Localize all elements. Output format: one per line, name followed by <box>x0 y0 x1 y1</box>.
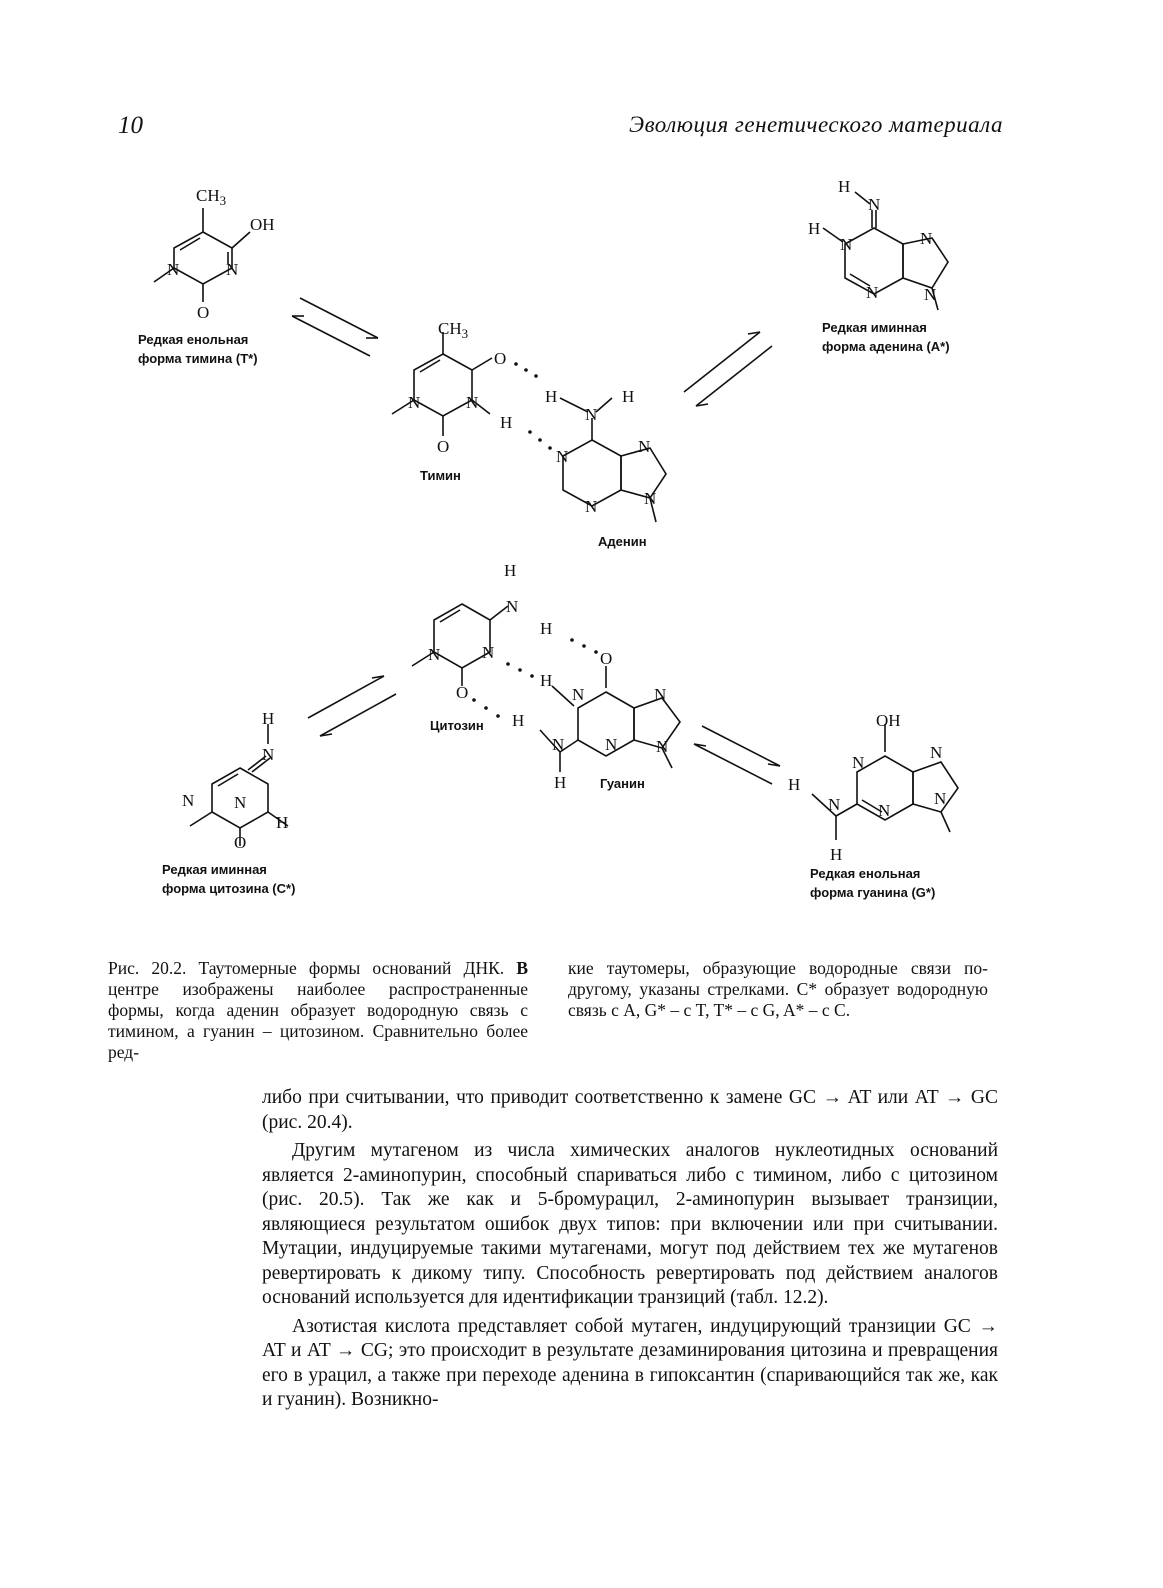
svg-text:N: N <box>644 489 657 508</box>
svg-text:N: N <box>234 793 247 812</box>
page-number: 10 <box>118 112 143 139</box>
structure-cytosine-imino <box>190 724 288 846</box>
caption-right-text: кие таутомеры, образующие водородные связи по-другому, указаны стрелками. C* образует водородную связь с A, G* – с T, T* – с G, A* – с C. <box>568 958 988 1020</box>
svg-text:N: N <box>182 791 195 810</box>
svg-text:H: H <box>554 773 567 792</box>
label-cytosine-imino: Редкая иминная форма цитозина (C*) <box>162 862 296 896</box>
svg-text:N: N <box>506 597 519 616</box>
svg-text:H: H <box>540 619 553 638</box>
label-cytosine: Цитозин <box>430 718 484 733</box>
svg-text:N: N <box>924 285 937 304</box>
svg-text:CH3: $CH_3$ <box>438 319 469 341</box>
svg-text:OH: OH <box>250 215 275 234</box>
svg-text:H: H <box>838 177 851 196</box>
equilibrium-arrow-tl <box>292 298 378 356</box>
svg-text:N: N <box>585 405 598 424</box>
svg-text:N: N <box>656 737 669 756</box>
structure-thymine <box>392 332 492 436</box>
structure-thymine-enol <box>154 208 250 302</box>
caption-left-rest: центре изображены наиболее распространенные формы, когда аденин образует водородную связь с тимином, а гуанин – цитозином. Сравнительно более ред- <box>108 979 528 1062</box>
svg-text:N: N <box>466 393 479 412</box>
svg-text:H: H <box>262 709 275 728</box>
svg-text:O: O <box>197 303 210 322</box>
equilibrium-arrow-mr <box>694 726 780 784</box>
label-guanine: Гуанин <box>600 776 645 791</box>
svg-text:N: N <box>605 735 618 754</box>
svg-text:O: O <box>456 683 469 702</box>
svg-text:N: N <box>828 795 841 814</box>
svg-text:H: H <box>276 813 289 832</box>
svg-text:N: N <box>408 393 421 412</box>
svg-text:N: N <box>920 229 933 248</box>
svg-text:O: O <box>494 349 507 368</box>
svg-text:H: H <box>788 775 801 794</box>
svg-text:H: H <box>512 711 525 730</box>
svg-text:N: N <box>866 283 879 302</box>
svg-text:N: N <box>262 745 275 764</box>
svg-text:O: O <box>234 833 247 852</box>
paragraph-1: либо при считывании, что приводит соответственно к замене GC → AT или AT → GC (рис. 20.4). <box>262 1087 998 1133</box>
svg-text:H: H <box>622 387 635 406</box>
svg-text:H: H <box>808 219 821 238</box>
svg-text:N: N <box>226 260 239 279</box>
paragraph-3: Азотистая кислота представляет собой мутаген, индуцирующий транзиции GC → AT и AT → CG; это происходит в результате дезаминирования цитозина и превращения его в урацил, а также при переходе аденина в гипоксантин (спаривающийся так же, как и гуанин). Возникно- <box>262 1315 998 1410</box>
label-guanine-enol: Редкая енольная форма гуанина (G*) <box>810 866 936 900</box>
svg-text:N: N <box>930 743 943 762</box>
caption-prefix: Рис. 20.2. Таутомерные формы оснований ДНК. <box>108 958 505 978</box>
figure-caption-left <box>108 958 528 1063</box>
label-thymine: Тимин <box>420 468 461 483</box>
structure-guanine-enol <box>812 724 958 840</box>
svg-text:H: H <box>500 413 513 432</box>
svg-text:N: N <box>852 753 865 772</box>
svg-text:O: O <box>437 437 450 456</box>
svg-text:N: N <box>556 447 569 466</box>
equilibrium-arrow-tr <box>684 332 772 406</box>
svg-text:N: N <box>552 735 565 754</box>
svg-text:N: N <box>167 260 180 279</box>
svg-text:O: O <box>600 649 613 668</box>
structure-guanine <box>540 666 680 772</box>
svg-text:H: H <box>830 845 843 864</box>
svg-text:N: N <box>482 643 495 662</box>
svg-text:N: N <box>934 789 947 808</box>
paragraph-2: Другим мутагеном из числа химических аналогов нуклеотидных оснований является 2-аминопурин, способный спариваться либо с тимином, либо с цитозином (рис. 20.5). Так же как и 5-бромурацил, 2-аминопурин вызывает транзиции, являющиеся результатом ошибок двух типов: при включении или при считывании. Мутации, индуцируемые такими мутагенами, могут под действием тех же мутагенов ревертировать к дикому типу. Способность ревертировать под действием аналогов оснований используется для идентификации транзиций (табл. 12.2). <box>262 1140 998 1308</box>
svg-text:H: H <box>545 387 558 406</box>
svg-text:N: N <box>654 685 667 704</box>
svg-text:N: N <box>638 437 651 456</box>
running-title: Эволюция генетического материала <box>629 112 1003 137</box>
svg-text:OH: OH <box>876 711 901 730</box>
label-thymine-enol: Редкая енольная форма тимина (T*) <box>138 332 258 366</box>
caption-bold: В <box>516 958 529 978</box>
svg-text:N: N <box>585 497 598 516</box>
svg-text:N: N <box>428 645 441 664</box>
figure-caption-right <box>568 958 988 1021</box>
svg-text:H: H <box>540 671 553 690</box>
svg-text:N: N <box>868 195 881 214</box>
svg-text:CH3: $CH_3$ <box>196 186 227 208</box>
label-adenine: Аденин <box>598 534 647 549</box>
body-text <box>262 1086 998 1413</box>
label-adenine-imino: Редкая иминная форма аденина (A*) <box>822 320 950 354</box>
svg-text:H: H <box>504 561 517 580</box>
svg-text:N: N <box>878 801 891 820</box>
svg-text:N: N <box>572 685 585 704</box>
equilibrium-arrow-ml <box>308 676 396 736</box>
svg-text:N: N <box>840 235 853 254</box>
